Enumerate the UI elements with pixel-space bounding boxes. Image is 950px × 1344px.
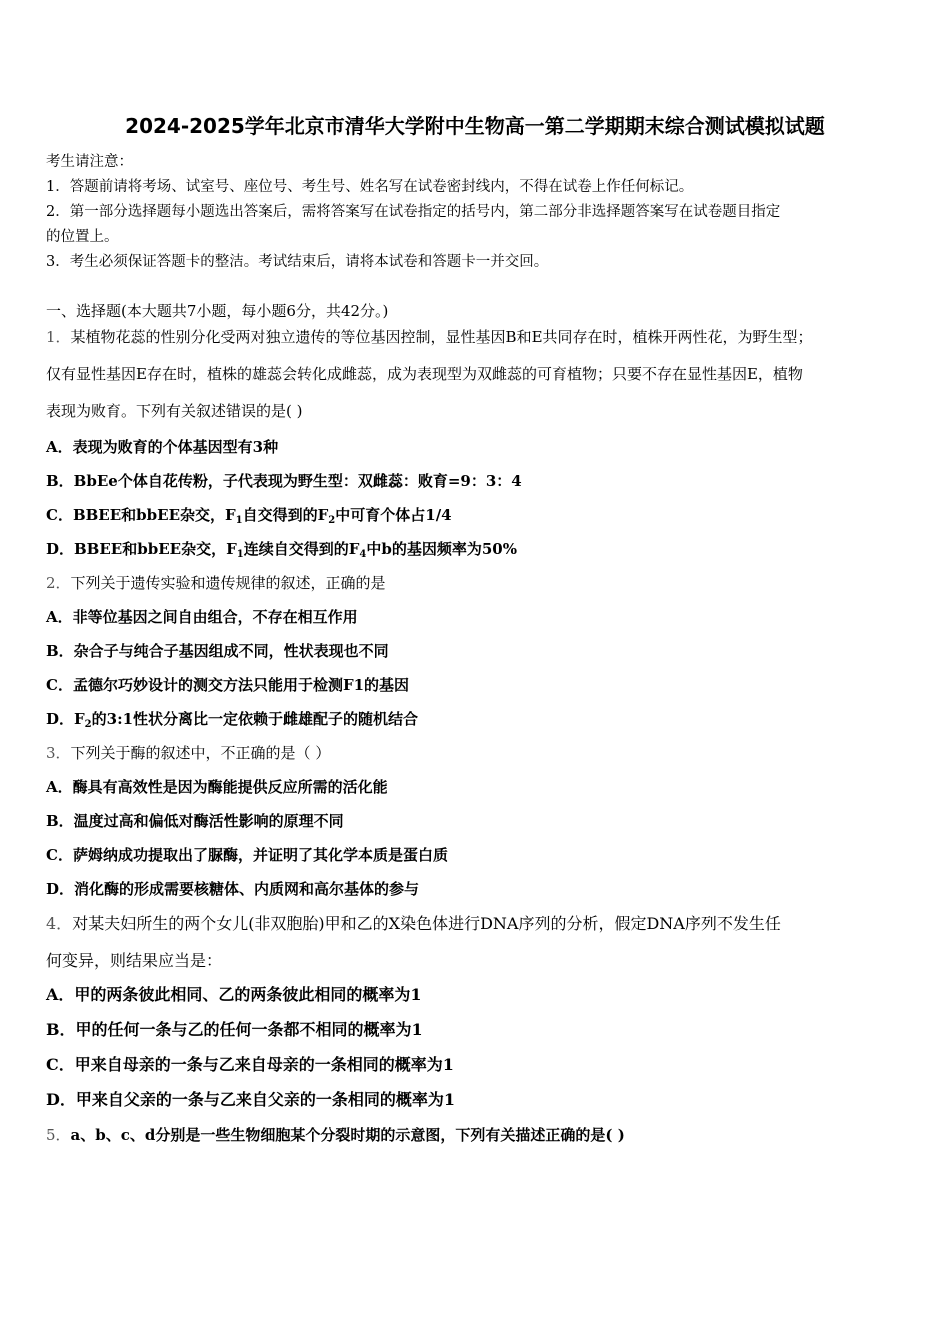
- question-number: 2．: [46, 574, 71, 592]
- question-4-option-d: D．甲来自父亲的一条与乙来自父亲的一条相同的概率为1: [46, 1090, 456, 1109]
- question-1-line-3: 表现为败育。下列有关叙述错误的是( ): [46, 402, 303, 420]
- option-text: C．BBEE和bbEE杂交，F: [46, 506, 236, 524]
- question-3-option-c: C．萨姆纳成功提取出了脲酶，并证明了其化学本质是蛋白质: [46, 846, 448, 864]
- question-3-option-a: A．酶具有高效性是因为酶能提供反应所需的活化能: [46, 778, 388, 796]
- question-number: 1．: [46, 328, 71, 346]
- page-title: 2024-2025学年北京市清华大学附中生物高一第二学期期末综合测试模拟试题: [125, 114, 825, 138]
- question-3-option-d: D．消化酶的形成需要核糖体、内质网和高尔基体的参与: [46, 880, 420, 898]
- question-text: 某植物花蕊的性别分化受两对独立遗传的等位基因控制，显性基因B和E共同存在时，植株开两性花，为野生型；: [70, 328, 813, 346]
- question-3-option-b: B．温度过高和偏低对酶活性影响的原理不同: [46, 812, 344, 830]
- question-4-line-2: 何变异，则结果应当是：: [46, 951, 223, 970]
- subscript: 1: [235, 515, 243, 526]
- option-text: D．BBEE和bbEE杂交，F: [46, 540, 237, 558]
- notice-item-2: 2．第一部分选择题每小题选出答案后，需将答案写在试卷指定的括号内，第二部分非选择题答案写在试卷题目指定: [46, 204, 781, 220]
- question-5-stem: [46, 1125, 625, 1145]
- subscript: 2: [84, 719, 92, 730]
- question-4-line-1: [46, 914, 781, 934]
- question-text: 下列关于遗传实验和遗传规律的叙述，正确的是: [70, 574, 386, 592]
- question-2-option-d: [46, 709, 418, 729]
- question-4-option-b: B．甲的任何一条与乙的任何一条都不相同的概率为1: [46, 1020, 423, 1039]
- question-4-option-a: A．甲的两条彼此相同、乙的两条彼此相同的概率为1: [46, 985, 422, 1004]
- option-text: 中b的基因频率为50%: [366, 540, 517, 558]
- question-1-option-c: [46, 505, 452, 525]
- option-text: 连续自交得到的F: [243, 540, 360, 558]
- question-text: 下列关于酶的叙述中，不正确的是（ ）: [70, 744, 331, 762]
- question-2-option-c: C．孟德尔巧妙设计的测交方法只能用于检测F1的基因: [46, 676, 410, 694]
- subscript: 1: [236, 549, 244, 560]
- question-1-option-b: B．BbEe个体自花传粉，子代表现为野生型：双雌蕊：败育=9：3：4: [46, 472, 522, 490]
- option-text: 自交得到的F: [242, 506, 329, 524]
- question-4-option-c: C．甲来自母亲的一条与乙来自母亲的一条相同的概率为1: [46, 1055, 454, 1074]
- question-number: 3．: [46, 744, 71, 762]
- question-1-option-a: A．表现为败育的个体基因型有3种: [46, 438, 279, 456]
- notice-item-1: 1．答题前请将考场、试室号、座位号、考生号、姓名写在试卷密封线内，不得在试卷上作任何标记。: [46, 179, 694, 195]
- subscript: 4: [359, 549, 367, 560]
- section-heading: 一、选择题(本大题共7小题，每小题6分，共42分。): [46, 302, 389, 320]
- option-text: D．F: [46, 710, 85, 728]
- question-1-option-d: [46, 539, 517, 559]
- question-1-line-1: [46, 327, 813, 347]
- question-1-line-2: 仅有显性基因E存在时，植株的雄蕊会转化成雌蕊，成为表现型为双雌蕊的可育植物；只要不存在显性基因E，植物: [46, 365, 803, 383]
- question-3-stem: [46, 743, 330, 763]
- question-text: 对某夫妇所生的两个女儿(非双胞胎)甲和乙的X染色体进行DNA序列的分析，假定DNA序列不发生任: [72, 914, 781, 933]
- option-text: 的3:1性状分离比一定依赖于雌雄配子的随机结合: [91, 710, 419, 728]
- question-text: a、b、c、d分别是一些生物细胞某个分裂时期的示意图，下列有关描述正确的是( ): [70, 1126, 625, 1144]
- question-number: 5．: [46, 1126, 71, 1144]
- notice-item-3: 3．考生必须保证答题卡的整洁。考试结束后，请将本试卷和答题卡一并交回。: [46, 254, 549, 270]
- notice-heading: 考生请注意：: [46, 154, 133, 170]
- question-2-stem: [46, 573, 386, 593]
- question-number: 4．: [46, 914, 73, 933]
- question-2-option-b: B．杂合子与纯合子基因组成不同，性状表现也不同: [46, 642, 389, 660]
- subscript: 2: [328, 515, 336, 526]
- option-text: 中可育个体占1/4: [335, 506, 452, 524]
- question-2-option-a: A．非等位基因之间自由组合，不存在相互作用: [46, 608, 358, 626]
- notice-item-2-cont: 的位置上。: [46, 229, 119, 245]
